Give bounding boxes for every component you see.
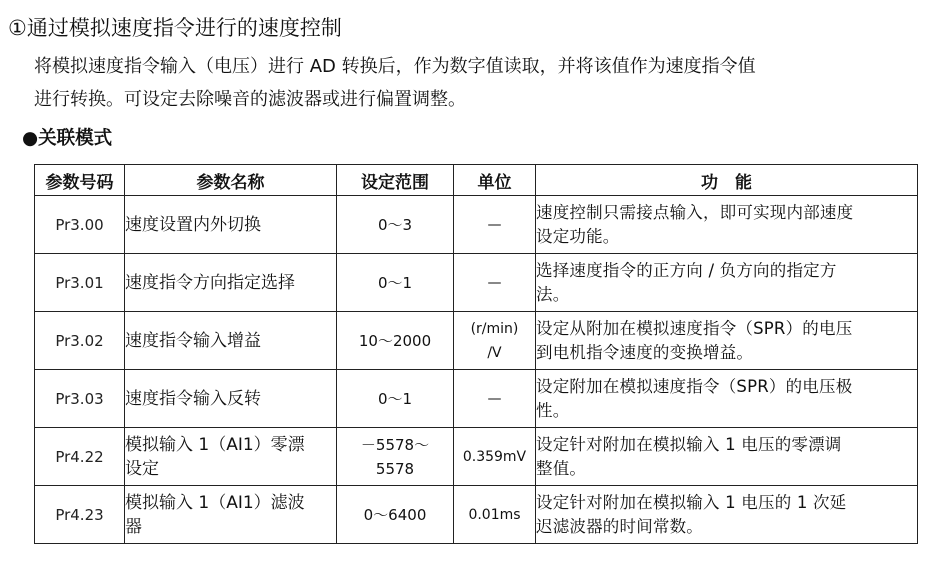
param-code: Pr3.02 [35, 312, 125, 370]
param-name: 模拟输入 1（AI1）滤波 器 [125, 486, 337, 544]
table-row [35, 486, 918, 544]
param-range: 0〜1 [337, 370, 454, 428]
table-row [35, 254, 918, 312]
param-function: 设定针对附加在模拟输入 1 电压的 1 次延 迟滤波器的时间常数。 [536, 486, 918, 544]
param-code: Pr3.01 [35, 254, 125, 312]
param-name: 速度指令输入反转 [125, 370, 337, 428]
header-name: 参数名称 [125, 165, 337, 196]
header-range: 设定范围 [337, 165, 454, 196]
description-line-2: 进行转换。可设定去除噪音的滤波器或进行偏置调整。 [34, 89, 466, 110]
param-name: 速度设置内外切换 [125, 196, 337, 254]
section-heading: ①通过模拟速度指令进行的速度控制 [8, 16, 342, 40]
related-parameters-heading: ●关联模式 [22, 128, 113, 149]
param-range: 0〜3 [337, 196, 454, 254]
param-code: Pr3.00 [35, 196, 125, 254]
param-name: 速度指令输入增益 [125, 312, 337, 370]
param-code: Pr4.22 [35, 428, 125, 486]
table-row [35, 428, 918, 486]
param-function: 速度控制只需接点输入，即可实现内部速度 设定功能。 [536, 196, 918, 254]
header-unit: 单位 [454, 165, 536, 196]
param-function: 设定从附加在模拟速度指令（SPR）的电压 到电机指令速度的变换增益。 [536, 312, 918, 370]
param-range: 0〜6400 [337, 486, 454, 544]
header-code: 参数号码 [35, 165, 125, 196]
param-function: 选择速度指令的正方向 / 负方向的指定方 法。 [536, 254, 918, 312]
table-header-row [35, 165, 918, 196]
table-row [35, 196, 918, 254]
param-code: Pr4.23 [35, 486, 125, 544]
param-unit: — [454, 196, 536, 254]
param-range: －5578〜 5578 [337, 428, 454, 486]
param-unit: (r/min) /V [454, 312, 536, 370]
param-function: 设定附加在模拟速度指令（SPR）的电压极 性。 [536, 370, 918, 428]
param-code: Pr3.03 [35, 370, 125, 428]
param-name: 模拟输入 1（AI1）零漂 设定 [125, 428, 337, 486]
header-function: 功 能 [536, 165, 918, 196]
table-row [35, 370, 918, 428]
table-row [35, 312, 918, 370]
description-paragraph [34, 50, 924, 116]
param-name: 速度指令方向指定选择 [125, 254, 337, 312]
param-range: 10〜2000 [337, 312, 454, 370]
param-range: 0〜1 [337, 254, 454, 312]
param-unit: 0.359mV [454, 428, 536, 486]
param-unit: — [454, 254, 536, 312]
parameter-table [34, 164, 918, 544]
description-line-1: 将模拟速度指令输入（电压）进行 AD 转换后，作为数字值读取，并将该值作为速度指令值 [34, 56, 756, 77]
param-unit: — [454, 370, 536, 428]
param-function: 设定针对附加在模拟输入 1 电压的零漂调 整值。 [536, 428, 918, 486]
param-unit: 0.01ms [454, 486, 536, 544]
